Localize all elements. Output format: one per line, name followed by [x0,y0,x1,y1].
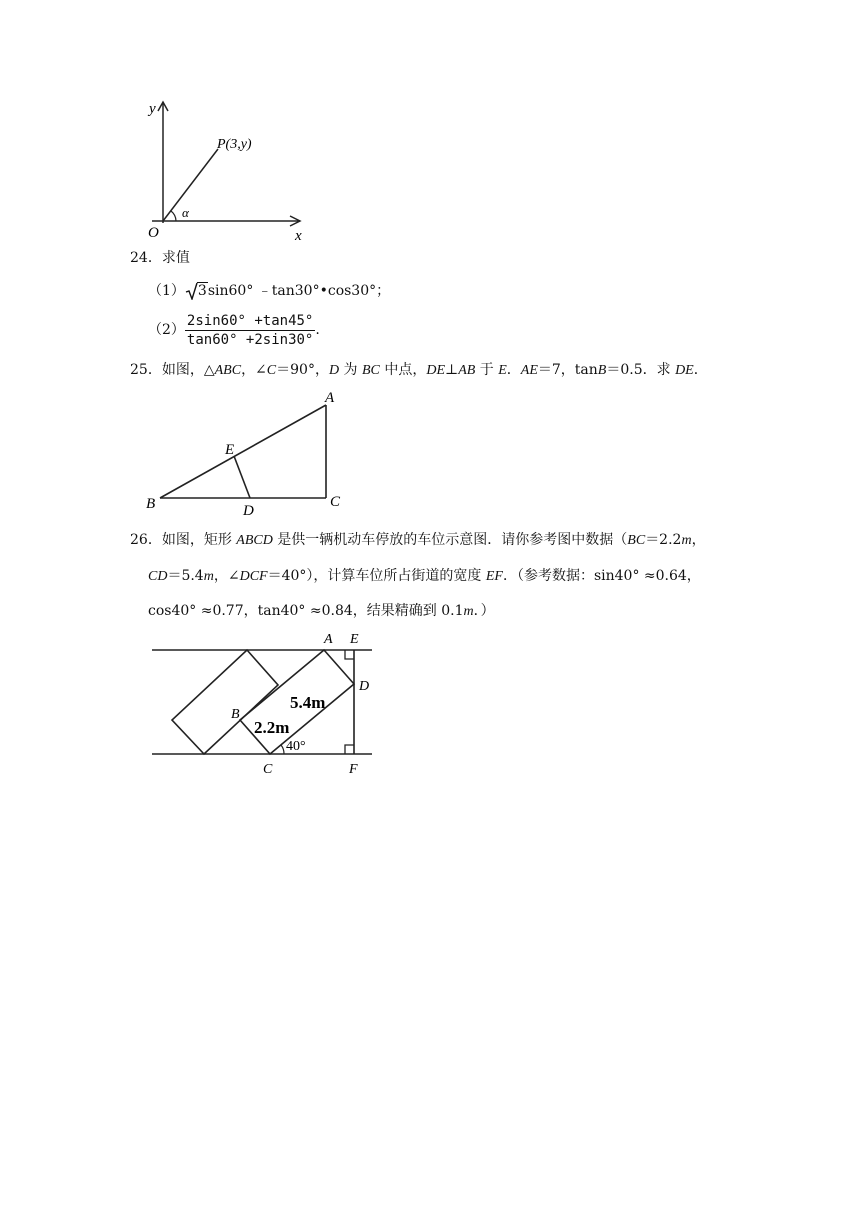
q24-p1-prefix: （1） [148,283,185,299]
q26-number: 26． [130,532,162,548]
q25-seg: ＝0.5．求 [606,362,676,378]
q26-seg: ．（参考数据：sin40° ≈0.64， [502,568,701,584]
radical-sign [185,282,198,300]
q26-seg: ，∠ [213,568,240,584]
triangle-figure [140,388,360,518]
q24-number: 24． [130,250,162,266]
right-angle-e [345,650,354,659]
q25-seg: 于 [475,362,499,378]
q25-seg: E [498,363,507,378]
q26-seg: ＝5.4 [167,568,204,584]
label-b: B [231,707,240,722]
q25-seg: ． [693,362,708,378]
q25-seg: ． [506,362,521,378]
q26-seg: CD [148,569,168,584]
fraction-numerator: 2sin60° +tan45° [186,312,314,329]
q25-seg: D [328,363,340,378]
q24-p2-prefix: （2） [148,322,185,338]
q26-seg: ， [691,532,706,548]
q26-seg: ＝2.2 [645,532,682,548]
angle-40-label: 40° [286,739,306,754]
label-b: B [146,496,156,512]
q24-heading [130,248,190,268]
q26-seg: DCF [239,569,268,584]
q26-seg: 如图，矩形 [161,532,237,548]
q24-p2-suffix: . [315,322,320,338]
q24-part1 [148,281,390,301]
fraction [185,312,315,349]
q26-line2 [148,566,701,587]
fraction-denominator: tan60° +2sin30° [186,331,314,348]
q24-part2 [148,310,320,350]
side-ab [160,405,326,498]
sqrt-expression [185,281,208,301]
label-a: A [324,632,333,647]
ray-op [163,149,218,221]
q26-seg: cos40° ≈0.77，tan40° ≈0.84，结果精确到 0.1 [148,603,464,619]
q26-seg: 是供一辆机动车停放的车位示意图．请你参考图中数据（ [272,532,628,548]
label-alpha: α [182,205,189,220]
label-x: x [295,228,302,244]
q25-seg: DE [426,363,446,378]
angle-arc [171,211,176,221]
q25-seg: ABC [214,363,242,378]
label-y: y [149,101,156,117]
q25-seg: AB [458,363,476,378]
parking-figure [148,628,388,778]
coordinate-figure [140,95,320,245]
q25-seg: ＝7，tan [537,362,598,378]
q26-seg: m [203,569,214,584]
q25-seg: B [597,363,607,378]
length-bc-label: 2.2m [254,718,290,737]
right-angle-f [345,745,354,754]
q25-seg: ⊥ [445,362,459,378]
q25-seg: 为 [339,362,362,378]
label-f: F [349,762,358,777]
label-point-p: P(3,y) [217,137,252,152]
label-origin: O [148,225,159,241]
q26-seg: EF [485,569,503,584]
q25-number: 25． [130,362,162,378]
q24-p1-rest: sin60° ﹣tan30°•cos30°； [207,283,391,299]
label-c: C [263,762,273,777]
length-cd-label: 5.4m [290,693,326,712]
label-a: A [325,390,335,406]
label-e: E [225,442,235,458]
angle-arc-c [281,745,284,754]
q26-seg: BC [627,533,646,548]
q25-seg: BC [362,363,380,378]
q26-line1 [130,530,706,551]
q25-seg: 中点， [379,362,427,378]
q25-text [130,360,708,381]
q26-seg: m [463,604,474,619]
label-e: E [350,632,359,647]
label-d: D [243,503,254,518]
q25-seg: 如图，△ [161,362,215,378]
q26-seg: ＝40°），计算车位所占街道的宽度 [267,568,486,584]
q25-seg: ＝90°， [276,362,329,378]
label-c: C [330,494,341,510]
q26-seg: ．） [473,603,495,619]
radicand: 3 [197,283,207,299]
q26-seg: ABCD [236,533,273,548]
q24-title: 求值 [161,250,190,266]
label-d: D [359,679,370,694]
q25-seg: AE [520,363,538,378]
q25-seg: ，∠ [241,362,267,378]
q26-line3 [148,601,495,622]
q25-seg: C [266,363,277,378]
segment-de [234,456,250,498]
q25-seg: DE [675,363,694,378]
q26-seg: m [681,533,692,548]
